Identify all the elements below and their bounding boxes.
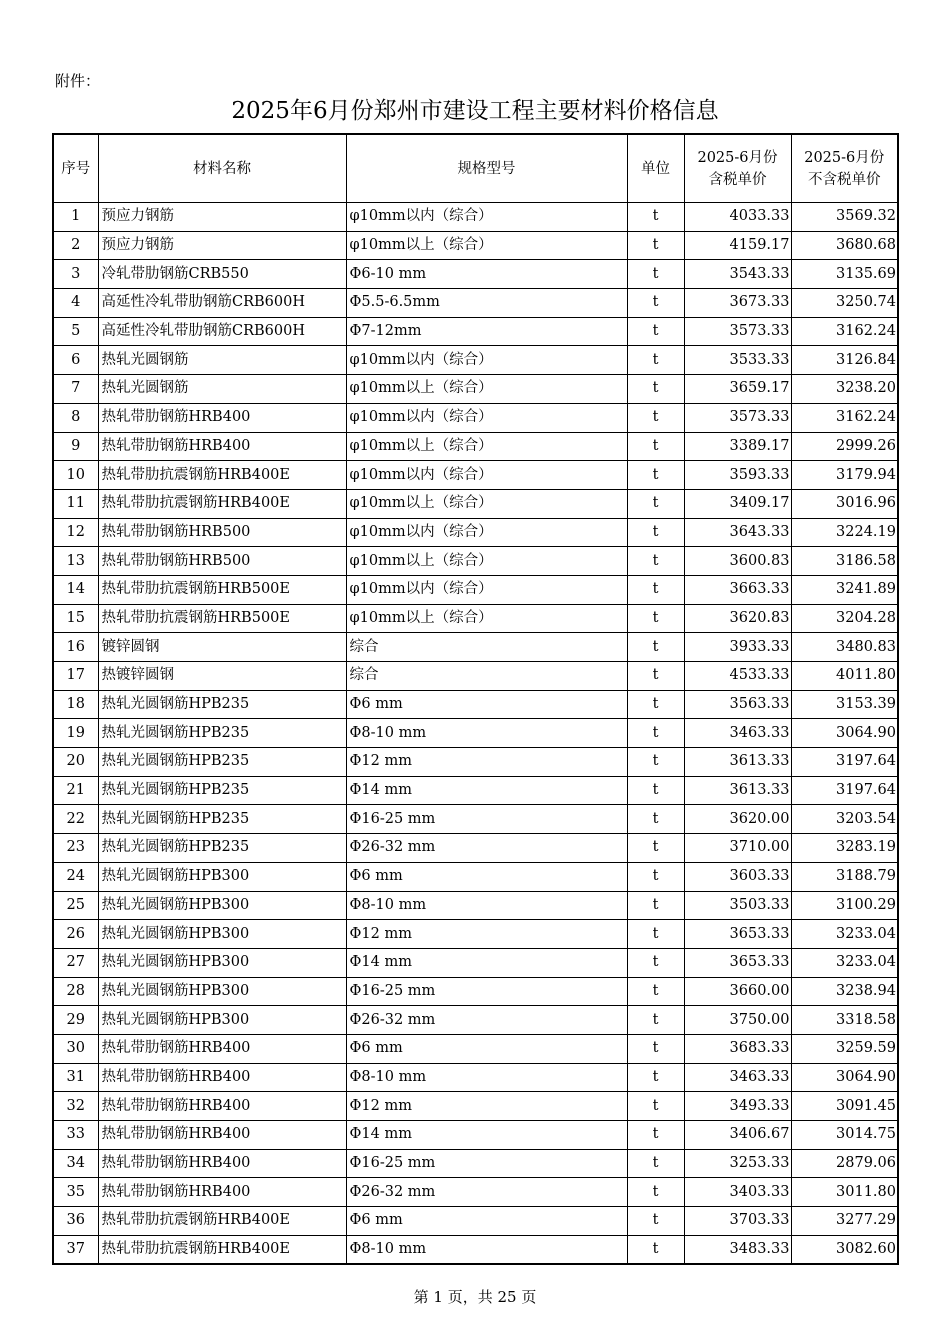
cell-spec: Φ16-25 mm — [346, 977, 627, 1006]
document-title: 2025年6月份郑州市建设工程主要材料价格信息 — [231, 98, 719, 124]
cell-price-tax: 3463.33 — [684, 1063, 791, 1092]
cell-no: 24 — [53, 862, 98, 891]
table-row — [53, 518, 898, 547]
cell-price-tax: 4533.33 — [684, 662, 791, 691]
cell-name: 热轧光圆钢筋HPB300 — [98, 891, 346, 920]
cell-name: 热轧光圆钢筋HPB300 — [98, 862, 346, 891]
cell-price-tax: 3660.00 — [684, 977, 791, 1006]
cell-price-notax: 3224.19 — [791, 518, 898, 547]
cell-price-notax: 3241.89 — [791, 575, 898, 604]
cell-price-notax: 2999.26 — [791, 432, 898, 461]
cell-spec: φ10mm以上（综合） — [346, 547, 627, 576]
page-footer: 第 1 页，共 25 页 — [413, 1288, 537, 1306]
table-row — [53, 317, 898, 346]
cell-name: 热轧带肋钢筋HRB400 — [98, 432, 346, 461]
table-row — [53, 1034, 898, 1063]
cell-spec: Φ12 mm — [346, 920, 627, 949]
table-row — [53, 260, 898, 289]
cell-spec: Φ12 mm — [346, 1092, 627, 1121]
cell-unit: t — [627, 948, 684, 977]
cell-no: 31 — [53, 1063, 98, 1092]
cell-price-notax: 3238.20 — [791, 375, 898, 404]
cell-name: 热轧带肋钢筋HRB500 — [98, 547, 346, 576]
cell-no: 17 — [53, 662, 98, 691]
header-price-tax — [684, 134, 791, 203]
cell-name: 热轧带肋钢筋HRB400 — [98, 1178, 346, 1207]
cell-unit: t — [627, 862, 684, 891]
cell-price-notax: 2879.06 — [791, 1149, 898, 1178]
cell-price-tax: 3389.17 — [684, 432, 791, 461]
cell-unit: t — [627, 1207, 684, 1236]
cell-spec: Φ6 mm — [346, 1034, 627, 1063]
cell-unit: t — [627, 719, 684, 748]
header-no: 序号 — [53, 134, 98, 203]
cell-name: 热轧带肋钢筋HRB400 — [98, 403, 346, 432]
cell-price-tax: 3600.83 — [684, 547, 791, 576]
cell-name: 冷轧带肋钢筋CRB550 — [98, 260, 346, 289]
cell-unit: t — [627, 346, 684, 375]
cell-price-notax: 3318.58 — [791, 1006, 898, 1035]
cell-spec: φ10mm以内（综合） — [346, 461, 627, 490]
cell-spec: Φ26-32 mm — [346, 1006, 627, 1035]
cell-unit: t — [627, 1121, 684, 1150]
table-row — [53, 891, 898, 920]
table-row — [53, 862, 898, 891]
cell-price-notax: 3283.19 — [791, 834, 898, 863]
cell-spec: φ10mm以上（综合） — [346, 432, 627, 461]
price-table — [52, 133, 899, 1265]
cell-no: 21 — [53, 776, 98, 805]
cell-no: 29 — [53, 1006, 98, 1035]
cell-no: 35 — [53, 1178, 98, 1207]
cell-name: 镀锌圆钢 — [98, 633, 346, 662]
cell-spec: φ10mm以上（综合） — [346, 231, 627, 260]
cell-name: 热轧光圆钢筋HPB300 — [98, 948, 346, 977]
cell-spec: Φ6-10 mm — [346, 260, 627, 289]
cell-no: 36 — [53, 1207, 98, 1236]
table-row — [53, 375, 898, 404]
table-row — [53, 834, 898, 863]
cell-name: 热轧光圆钢筋HPB300 — [98, 977, 346, 1006]
cell-unit: t — [627, 891, 684, 920]
cell-price-notax: 3259.59 — [791, 1034, 898, 1063]
cell-unit: t — [627, 805, 684, 834]
cell-price-notax: 3188.79 — [791, 862, 898, 891]
cell-unit: t — [627, 690, 684, 719]
cell-no: 15 — [53, 604, 98, 633]
table-row — [53, 1149, 898, 1178]
cell-unit: t — [627, 203, 684, 232]
table-row — [53, 231, 898, 260]
cell-no: 12 — [53, 518, 98, 547]
cell-no: 3 — [53, 260, 98, 289]
cell-price-tax: 3503.33 — [684, 891, 791, 920]
cell-no: 34 — [53, 1149, 98, 1178]
table-row — [53, 748, 898, 777]
table-row — [53, 604, 898, 633]
cell-price-tax: 3663.33 — [684, 575, 791, 604]
cell-name: 热轧光圆钢筋HPB235 — [98, 805, 346, 834]
table-row — [53, 633, 898, 662]
cell-name: 热轧带肋抗震钢筋HRB400E — [98, 1207, 346, 1236]
cell-unit: t — [627, 489, 684, 518]
table-row — [53, 289, 898, 318]
table-row — [53, 1178, 898, 1207]
cell-no: 5 — [53, 317, 98, 346]
table-row — [53, 920, 898, 949]
cell-name: 热轧光圆钢筋HPB235 — [98, 748, 346, 777]
cell-name: 热镀锌圆钢 — [98, 662, 346, 691]
cell-no: 7 — [53, 375, 98, 404]
cell-price-tax: 3483.33 — [684, 1235, 791, 1264]
cell-no: 10 — [53, 461, 98, 490]
cell-price-notax: 3153.39 — [791, 690, 898, 719]
header-price-notax-line1: 2025-6月份 — [804, 149, 885, 166]
cell-price-tax: 3533.33 — [684, 346, 791, 375]
cell-price-tax: 3710.00 — [684, 834, 791, 863]
table-row — [53, 719, 898, 748]
cell-price-tax: 3573.33 — [684, 317, 791, 346]
cell-price-tax: 3543.33 — [684, 260, 791, 289]
cell-no: 33 — [53, 1121, 98, 1150]
cell-name: 热轧带肋钢筋HRB400 — [98, 1121, 346, 1150]
cell-name: 热轧带肋抗震钢筋HRB500E — [98, 575, 346, 604]
cell-unit: t — [627, 604, 684, 633]
cell-spec: 综合 — [346, 662, 627, 691]
cell-price-tax: 3703.33 — [684, 1207, 791, 1236]
cell-no: 18 — [53, 690, 98, 719]
cell-no: 6 — [53, 346, 98, 375]
cell-name: 热轧光圆钢筋 — [98, 375, 346, 404]
cell-spec: Φ8-10 mm — [346, 1063, 627, 1092]
cell-price-tax: 3750.00 — [684, 1006, 791, 1035]
cell-no: 22 — [53, 805, 98, 834]
cell-unit: t — [627, 547, 684, 576]
cell-price-tax: 3659.17 — [684, 375, 791, 404]
cell-unit: t — [627, 834, 684, 863]
cell-no: 13 — [53, 547, 98, 576]
table-row — [53, 1006, 898, 1035]
cell-price-notax: 3082.60 — [791, 1235, 898, 1264]
cell-name: 热轧带肋抗震钢筋HRB400E — [98, 489, 346, 518]
cell-price-tax: 3653.33 — [684, 920, 791, 949]
cell-no: 9 — [53, 432, 98, 461]
cell-spec: Φ6 mm — [346, 690, 627, 719]
header-price-notax — [791, 134, 898, 203]
cell-price-notax: 3162.24 — [791, 317, 898, 346]
cell-name: 热轧带肋钢筋HRB400 — [98, 1149, 346, 1178]
cell-price-tax: 3653.33 — [684, 948, 791, 977]
cell-no: 19 — [53, 719, 98, 748]
cell-spec: Φ26-32 mm — [346, 834, 627, 863]
table-row — [53, 489, 898, 518]
cell-price-tax: 3463.33 — [684, 719, 791, 748]
table-row — [53, 690, 898, 719]
cell-name: 热轧带肋钢筋HRB400 — [98, 1092, 346, 1121]
cell-price-tax: 3933.33 — [684, 633, 791, 662]
cell-no: 11 — [53, 489, 98, 518]
cell-spec: φ10mm以内（综合） — [346, 346, 627, 375]
cell-spec: Φ16-25 mm — [346, 1149, 627, 1178]
cell-unit: t — [627, 748, 684, 777]
table-row — [53, 575, 898, 604]
cell-unit: t — [627, 403, 684, 432]
cell-unit: t — [627, 375, 684, 404]
cell-name: 热轧带肋钢筋HRB500 — [98, 518, 346, 547]
cell-price-notax: 3064.90 — [791, 719, 898, 748]
cell-price-notax: 3186.58 — [791, 547, 898, 576]
cell-no: 27 — [53, 948, 98, 977]
cell-name: 热轧光圆钢筋 — [98, 346, 346, 375]
table-row — [53, 948, 898, 977]
cell-name: 热轧带肋抗震钢筋HRB500E — [98, 604, 346, 633]
cell-name: 热轧光圆钢筋HPB300 — [98, 1006, 346, 1035]
cell-price-tax: 3673.33 — [684, 289, 791, 318]
cell-price-notax: 3016.96 — [791, 489, 898, 518]
cell-spec: φ10mm以内（综合） — [346, 403, 627, 432]
cell-spec: Φ12 mm — [346, 748, 627, 777]
cell-price-notax: 3162.24 — [791, 403, 898, 432]
cell-name: 热轧带肋钢筋HRB400 — [98, 1034, 346, 1063]
cell-price-notax: 3014.75 — [791, 1121, 898, 1150]
cell-spec: Φ8-10 mm — [346, 1235, 627, 1264]
cell-unit: t — [627, 1092, 684, 1121]
cell-spec: φ10mm以上（综合） — [346, 489, 627, 518]
table-row — [53, 432, 898, 461]
cell-price-notax: 3233.04 — [791, 920, 898, 949]
cell-unit: t — [627, 1235, 684, 1264]
cell-name: 预应力钢筋 — [98, 203, 346, 232]
cell-unit: t — [627, 1063, 684, 1092]
table-row — [53, 662, 898, 691]
cell-no: 25 — [53, 891, 98, 920]
table-row — [53, 203, 898, 232]
table-row — [53, 547, 898, 576]
cell-unit: t — [627, 289, 684, 318]
cell-price-notax: 3179.94 — [791, 461, 898, 490]
cell-unit: t — [627, 231, 684, 260]
cell-no: 20 — [53, 748, 98, 777]
cell-no: 16 — [53, 633, 98, 662]
cell-price-notax: 3064.90 — [791, 1063, 898, 1092]
cell-no: 30 — [53, 1034, 98, 1063]
cell-price-tax: 3620.83 — [684, 604, 791, 633]
cell-price-notax: 3203.54 — [791, 805, 898, 834]
cell-name: 高延性冷轧带肋钢筋CRB600H — [98, 317, 346, 346]
cell-price-notax: 3197.64 — [791, 748, 898, 777]
cell-spec: 综合 — [346, 633, 627, 662]
cell-price-tax: 3253.33 — [684, 1149, 791, 1178]
cell-price-notax: 4011.80 — [791, 662, 898, 691]
cell-unit: t — [627, 575, 684, 604]
cell-no: 2 — [53, 231, 98, 260]
cell-price-tax: 3406.67 — [684, 1121, 791, 1150]
cell-price-tax: 3409.17 — [684, 489, 791, 518]
cell-unit: t — [627, 518, 684, 547]
cell-name: 高延性冷轧带肋钢筋CRB600H — [98, 289, 346, 318]
table-row — [53, 977, 898, 1006]
cell-price-notax: 3238.94 — [791, 977, 898, 1006]
cell-spec: Φ14 mm — [346, 948, 627, 977]
cell-price-notax: 3480.83 — [791, 633, 898, 662]
cell-price-notax: 3277.29 — [791, 1207, 898, 1236]
cell-unit: t — [627, 317, 684, 346]
cell-name: 热轧光圆钢筋HPB300 — [98, 920, 346, 949]
cell-unit: t — [627, 1034, 684, 1063]
header-spec: 规格型号 — [346, 134, 627, 203]
cell-unit: t — [627, 776, 684, 805]
cell-no: 37 — [53, 1235, 98, 1264]
table-row — [53, 1063, 898, 1092]
header-price-tax-line2: 含税单价 — [708, 171, 767, 188]
cell-spec: φ10mm以内（综合） — [346, 518, 627, 547]
cell-spec: Φ6 mm — [346, 862, 627, 891]
cell-price-notax: 3100.29 — [791, 891, 898, 920]
cell-no: 28 — [53, 977, 98, 1006]
cell-price-notax: 3197.64 — [791, 776, 898, 805]
cell-spec: Φ8-10 mm — [346, 719, 627, 748]
cell-unit: t — [627, 1149, 684, 1178]
table-row — [53, 461, 898, 490]
cell-price-tax: 4033.33 — [684, 203, 791, 232]
cell-unit: t — [627, 633, 684, 662]
cell-no: 1 — [53, 203, 98, 232]
cell-price-tax: 3403.33 — [684, 1178, 791, 1207]
cell-price-notax: 3250.74 — [791, 289, 898, 318]
cell-spec: Φ6 mm — [346, 1207, 627, 1236]
cell-unit: t — [627, 662, 684, 691]
cell-price-notax: 3233.04 — [791, 948, 898, 977]
cell-price-notax: 3569.32 — [791, 203, 898, 232]
cell-unit: t — [627, 432, 684, 461]
cell-price-tax: 3683.33 — [684, 1034, 791, 1063]
cell-unit: t — [627, 920, 684, 949]
cell-price-tax: 3563.33 — [684, 690, 791, 719]
attachment-label: 附件： — [55, 72, 101, 90]
cell-unit: t — [627, 1178, 684, 1207]
table-row — [53, 403, 898, 432]
cell-price-notax: 3011.80 — [791, 1178, 898, 1207]
cell-price-tax: 3620.00 — [684, 805, 791, 834]
cell-no: 23 — [53, 834, 98, 863]
table-row — [53, 1207, 898, 1236]
cell-price-tax: 3603.33 — [684, 862, 791, 891]
cell-no: 4 — [53, 289, 98, 318]
cell-price-tax: 4159.17 — [684, 231, 791, 260]
table-row — [53, 1121, 898, 1150]
table-row — [53, 1235, 898, 1264]
cell-spec: Φ14 mm — [346, 1121, 627, 1150]
cell-unit: t — [627, 260, 684, 289]
cell-spec: Φ14 mm — [346, 776, 627, 805]
cell-price-tax: 3613.33 — [684, 748, 791, 777]
cell-price-notax: 3091.45 — [791, 1092, 898, 1121]
cell-price-notax: 3204.28 — [791, 604, 898, 633]
table-row — [53, 1092, 898, 1121]
cell-no: 8 — [53, 403, 98, 432]
cell-no: 26 — [53, 920, 98, 949]
cell-price-tax: 3613.33 — [684, 776, 791, 805]
cell-spec: Φ26-32 mm — [346, 1178, 627, 1207]
cell-name: 热轧光圆钢筋HPB235 — [98, 719, 346, 748]
cell-price-tax: 3493.33 — [684, 1092, 791, 1121]
cell-no: 14 — [53, 575, 98, 604]
table-row — [53, 346, 898, 375]
cell-spec: φ10mm以内（综合） — [346, 575, 627, 604]
header-name: 材料名称 — [98, 134, 346, 203]
cell-spec: φ10mm以内（综合） — [346, 203, 627, 232]
table-row — [53, 805, 898, 834]
cell-no: 32 — [53, 1092, 98, 1121]
cell-name: 热轧光圆钢筋HPB235 — [98, 690, 346, 719]
cell-price-notax: 3126.84 — [791, 346, 898, 375]
cell-unit: t — [627, 977, 684, 1006]
cell-name: 热轧带肋抗震钢筋HRB400E — [98, 1235, 346, 1264]
cell-price-tax: 3593.33 — [684, 461, 791, 490]
cell-name: 热轧光圆钢筋HPB235 — [98, 776, 346, 805]
cell-unit: t — [627, 1006, 684, 1035]
cell-price-tax: 3643.33 — [684, 518, 791, 547]
cell-price-notax: 3680.68 — [791, 231, 898, 260]
cell-spec: φ10mm以上（综合） — [346, 604, 627, 633]
cell-spec: Φ16-25 mm — [346, 805, 627, 834]
table-row — [53, 776, 898, 805]
cell-name: 热轧带肋抗震钢筋HRB400E — [98, 461, 346, 490]
cell-price-notax: 3135.69 — [791, 260, 898, 289]
cell-spec: φ10mm以上（综合） — [346, 375, 627, 404]
cell-price-tax: 3573.33 — [684, 403, 791, 432]
cell-unit: t — [627, 461, 684, 490]
cell-name: 热轧光圆钢筋HPB235 — [98, 834, 346, 863]
cell-name: 热轧带肋钢筋HRB400 — [98, 1063, 346, 1092]
header-unit: 单位 — [627, 134, 684, 203]
cell-spec: Φ7-12mm — [346, 317, 627, 346]
header-price-notax-line2: 不含税单价 — [808, 171, 881, 188]
table-header-row — [53, 134, 898, 203]
cell-spec: Φ8-10 mm — [346, 891, 627, 920]
header-price-tax-line1: 2025-6月份 — [697, 149, 778, 166]
cell-name: 预应力钢筋 — [98, 231, 346, 260]
cell-spec: Φ5.5-6.5mm — [346, 289, 627, 318]
